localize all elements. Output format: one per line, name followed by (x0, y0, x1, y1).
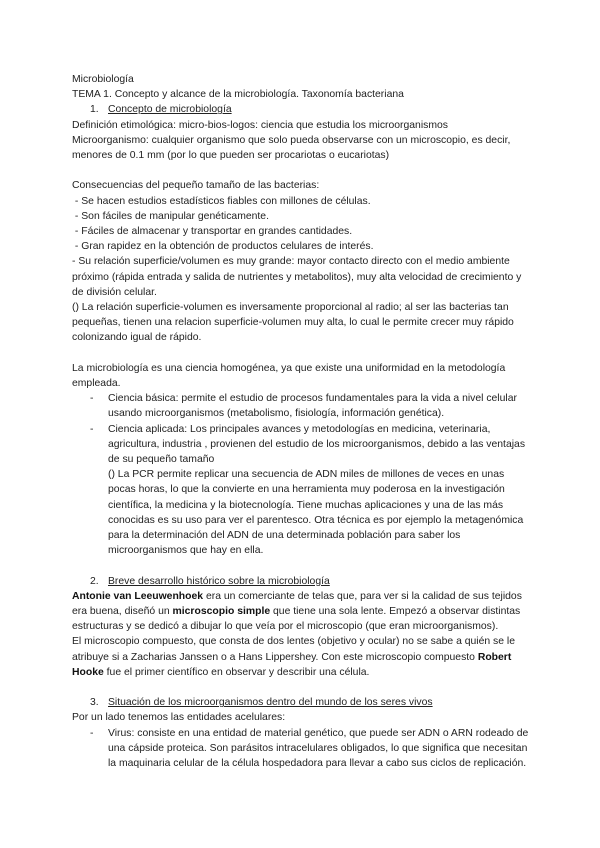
section2-heading (72, 574, 530, 589)
section1-heading (72, 102, 530, 117)
list-item: - Ciencia básica: permite el estudio de procesos fundamentales para la vida a nivel celular usando microorganismos (metabolismo, fisiología, información genética). (90, 393, 517, 420)
etymology-definition: Definición etimológica: micro-bios-logos: ciencia que estudia los microorganismos (72, 119, 448, 131)
section1-title: Concepto de microbiología (108, 104, 232, 116)
consequence-item: - Se hacen estudios estadísticos fiables con millones de células. (72, 195, 371, 207)
leeuwenhoek-name: Antonie van Leeuwenhoek (72, 590, 204, 602)
section2-title: Breve desarrollo histórico sobre la microbiología (108, 575, 330, 587)
homogeneous-paragraph: La microbiología es una ciencia homogénea, ya que existe una uniformidad en la metodología empleada. (72, 362, 506, 390)
section3-heading (72, 695, 530, 710)
section3-title: Situación de los microorganismos dentro del mundo de los seres vivos (108, 697, 433, 709)
consequence-item: - Su relación superficie/volumen es muy grande: mayor contacto directo con el medio ambiente próximo (rápida entrada y salida de nutrientes y metabolitos), muy alta velocidad de crecimiento y de división celular. (72, 256, 522, 298)
consequence-item: - Fáciles de almacenar y transportar en grandes cantidades. (72, 226, 353, 238)
surface-volume-note: () La relación superficie-volumen es inversamente proporcional al radio; al ser las bacterias tan pequeñas, tienen una relacion superficie-volumen muy alta, lo cual le permite crecer muy rápido colonizando igual de rápido. (72, 302, 514, 344)
consequence-item: - Son fáciles de manipular genéticamente. (72, 210, 269, 222)
tema-title: TEMA 1. Concepto y alcance de la microbiología. Taxonomía bacteriana (72, 89, 404, 101)
section1-number: 1. (90, 104, 99, 116)
consequences-title: Consecuencias del pequeño tamaño de las bacterias: (72, 180, 320, 192)
simple-microscope-term: microscopio simple (172, 606, 271, 618)
section3-number: 3. (90, 697, 99, 709)
acellular-list (72, 726, 530, 772)
leeuwenhoek-paragraph: Antonie van Leeuwenhoek era un comerciante de telas que, para ver si la calidad de sus tejidos era buena, diseñó un microscopio simple que tiene una sola lente. Empezó a observar distintas estructuras y se dedicó a dibujar lo que veía por el microscopio (que eran microorganismos). (72, 590, 522, 633)
consequence-item: - Gran rapidez en la obtención de productos celulares de interés. (72, 241, 374, 253)
subject-line: Microbiología (72, 74, 134, 85)
science-list (72, 391, 530, 558)
section2-number: 2. (90, 575, 99, 587)
acellular-intro: Por un lado tenemos las entidades acelulares: (72, 712, 286, 724)
list-item: - Ciencia aplicada: Los principales avances y metodologías en medicina, veterinaria, agricultura, industria , provienen del estudio de los microorganismos, debido a las ventajas de su pequeño tamaño () La PCR permite replicar una secuencia de ADN miles de millones de veces en unas pocas horas, lo que la convierte en una herramienta muy poderosa en la investigación científica, la medicina y la biotecnología. Tiene muchas aplicaciones y una de las más conocidas es su uso para ver el parentesco. Otra técnica es por ejemplo la metagenómica para la determinación del ADN de una determinada población para saber los microorganismos que hay en ella. (90, 422, 530, 559)
compound-microscope-paragraph: El microscopio compuesto, que consta de dos lentes (objetivo y ocular) no se sabe a quién se le atribuye si a Zacharias Janssen o a Hans Lippershey. Con este microscopio compuesto Robert Hooke fue el primer científico en observar y describir una célula. (72, 636, 516, 678)
hooke-name: Robert Hooke (72, 651, 512, 678)
list-item: - Virus: consiste en una entidad de material genético, que puede ser ADN o ARN rodeado de una cápside proteica. Son parásitos intracelulares obligados, lo que significa que necesitan la maquinaria celular de la célula hospedadora para llevar a cabo sus ciclos de replicación. (90, 727, 529, 770)
pcr-note: () La PCR permite replicar una secuencia de ADN miles de millones de veces en unas pocas horas, lo que la convierte en una herramienta muy poderosa en la investigación científica, la medicina y la biotecnología. Tiene muchas aplicaciones y una de las más conocidas es su uso para ver el parentesco. Otra técnica es por ejemplo la metagenómica para la determinación del ADN de una determinada población para saber los microorganismos que hay en ella. (108, 469, 524, 557)
microorganism-definition: Microorganismo: cualquier organismo que solo pueda observarse con un microscopio, es decir, menores de 0.1 mm (por lo que pueden ser procariotas o eucariotas) (72, 134, 511, 162)
